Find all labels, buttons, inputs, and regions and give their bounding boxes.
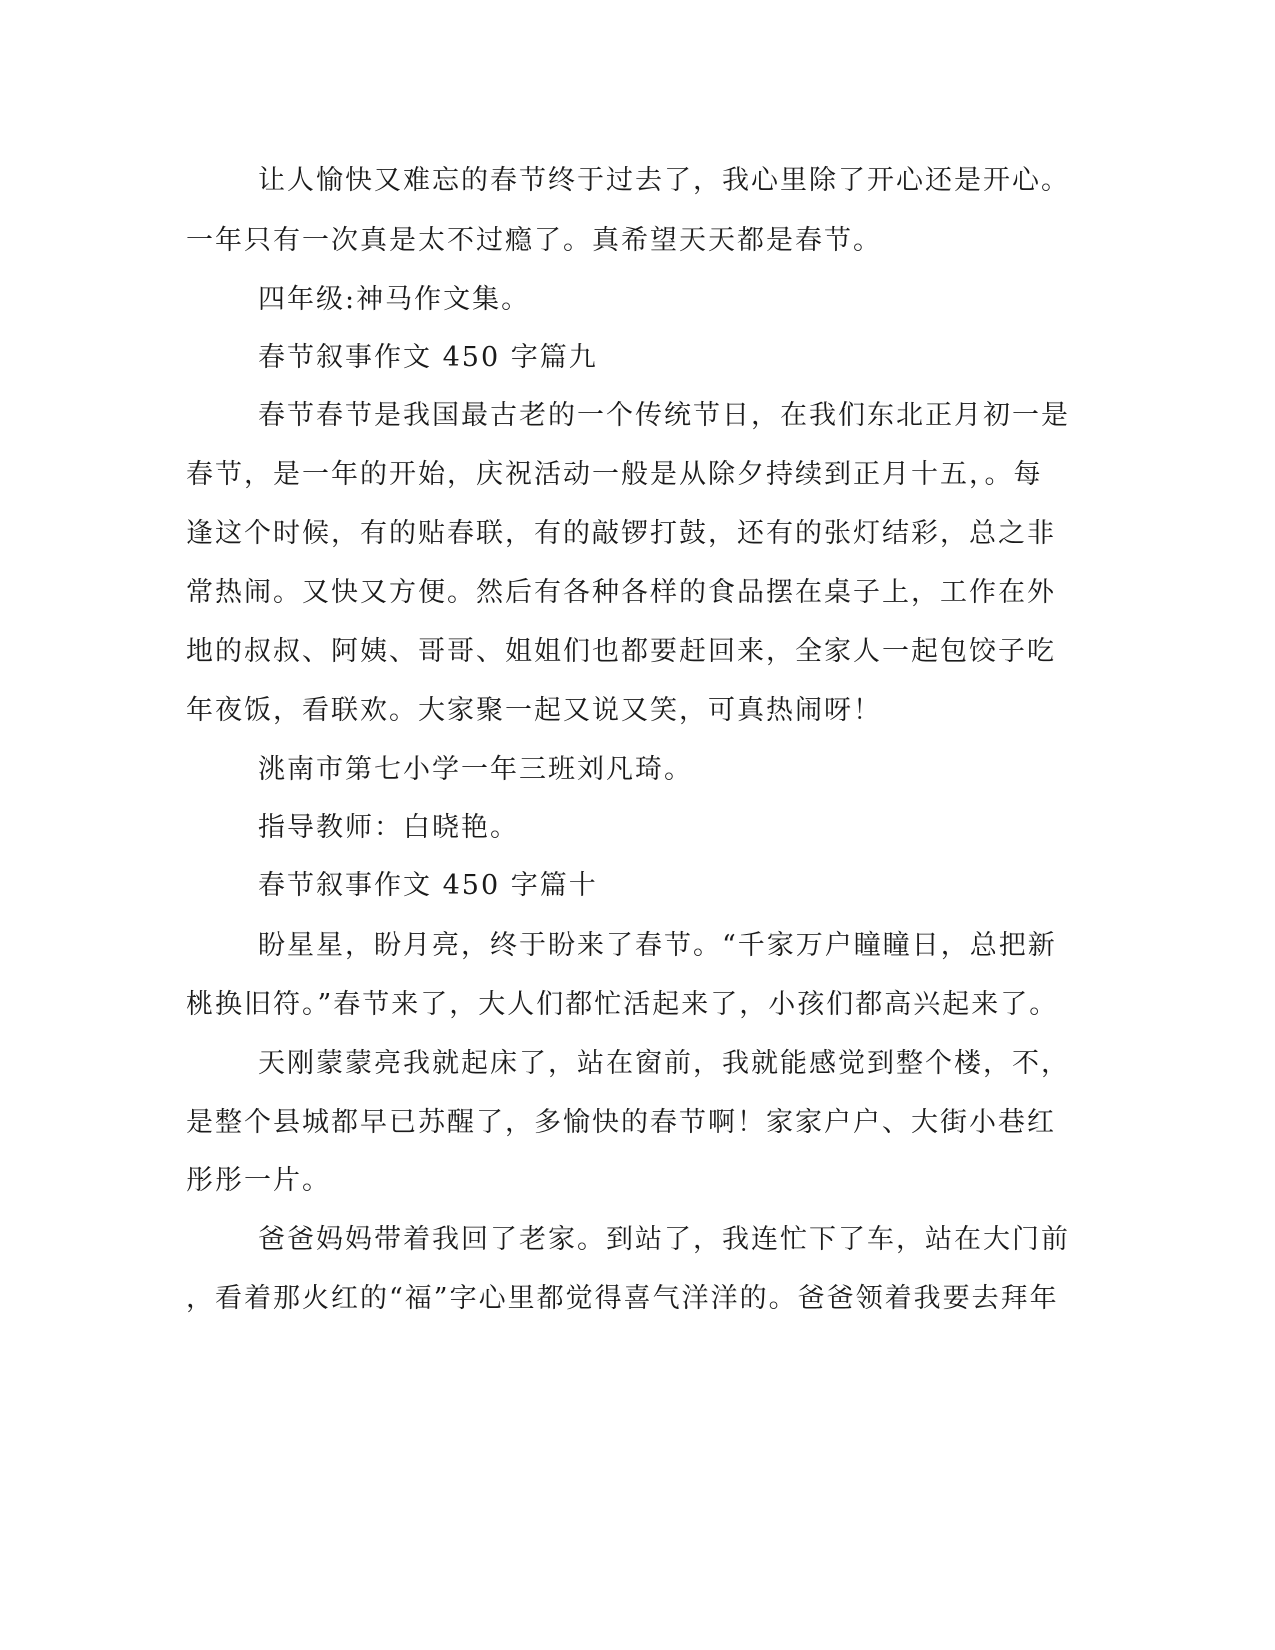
paragraph-line: 春节春节是我国最古老的一个传统节日，在我们东北正月初一是 bbox=[258, 400, 1070, 431]
section-heading: 春节叙事作文 450 字篇十 bbox=[258, 870, 598, 901]
paragraph-line: 盼星星，盼月亮，终于盼来了春节。“千家万户瞳瞳日，总把新 bbox=[258, 930, 1057, 961]
teacher-line: 指导教师：白晓艳。 bbox=[258, 812, 519, 843]
paragraph-line: 一年只有一次真是太不过瘾了。真希望天天都是春节。 bbox=[186, 225, 882, 256]
paragraph-line: 彤彤一片。 bbox=[186, 1165, 331, 1196]
paragraph-line: ，看着那火红的“福”字心里都觉得喜气洋洋的。爸爸领着我要去拜年 bbox=[186, 1283, 1059, 1314]
paragraph-line: 年夜饭，看联欢。大家聚一起又说又笑，可真热闹呀！ bbox=[186, 695, 882, 726]
paragraph-line: 让人愉快又难忘的春节终于过去了，我心里除了开心还是开心。 bbox=[258, 165, 1070, 196]
paragraph-line: 天刚蒙蒙亮我就起床了，站在窗前，我就能感觉到整个楼，不， bbox=[258, 1048, 1070, 1079]
source-note: 四年级:神马作文集。 bbox=[258, 284, 531, 315]
paragraph-line: 逢这个时候，有的贴春联，有的敲锣打鼓，还有的张灯结彩，总之非 bbox=[186, 518, 1056, 549]
author-line: 洮南市第七小学一年三班刘凡琦。 bbox=[258, 754, 693, 785]
paragraph-line: 是整个县城都早已苏醒了，多愉快的春节啊！家家户户、大街小巷红 bbox=[186, 1107, 1056, 1138]
paragraph-line: 爸爸妈妈带着我回了老家。到站了，我连忙下了车，站在大门前 bbox=[258, 1224, 1070, 1255]
section-heading: 春节叙事作文 450 字篇九 bbox=[258, 342, 598, 373]
paragraph-line: 春节，是一年的开始，庆祝活动一般是从除夕持续到正月十五，。每 bbox=[186, 459, 1043, 490]
paragraph-line: 地的叔叔、阿姨、哥哥、姐姐们也都要赶回来，全家人一起包饺子吃 bbox=[186, 636, 1056, 667]
paragraph-line: 桃换旧符。”春节来了，大人们都忙活起来了，小孩们都高兴起来了。 bbox=[186, 989, 1059, 1020]
paragraph-line: 常热闹。又快又方便。然后有各种各样的食品摆在桌子上，工作在外 bbox=[186, 577, 1056, 608]
